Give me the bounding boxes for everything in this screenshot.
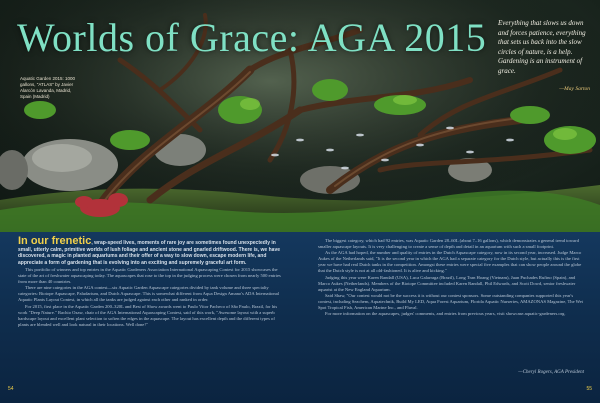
- body-paragraph: This portfolio of winners and top entries in the Aquatic Gardeners Association International Aquascaping Contest for 2015 showcases the state of the art of freshwater aquascaping today. The aquascapes that rose to the top in the judging process were chosen from nearly 500 entries from more than 40 countries.: [18, 267, 281, 285]
- body-paragraph: There are nine categories in the AGA contest—six Aquatic Garden Aquascape categories divided by tank volume and three specialty categories: Biotope Aquascape, Paludarium, and Dutch Aquascape. This is somewhat different from Aqua Design Amano's ADA International Aquatic Plants Layout Contest, in which all the tanks are judged against each other and ranked in order.: [18, 285, 280, 303]
- article-body: [0, 232, 600, 403]
- article-signoff: —Cheryl Rogers, AGA President: [518, 370, 584, 375]
- quote-attribution: —May Sarton: [559, 86, 590, 92]
- body-paragraph: Judging this year were Karen Randall (USA), Luca Galarraga (Brazil), Long Tran Hoang (Vietnam), Juan Puchades Rufino (Spain), and Marco Aukes (Netherlands). Members of the Biotope Committee included Karen Randall, Phil Edwards, and Scott Dowd, senior freshwater aquarist at the New England Aquarium.: [318, 274, 576, 292]
- body-paragraph: The biggest category, which had 92 entries, was Aquatic Garden 28–60L (about 7–16 gallons), which demonstrates a general trend toward smaller aquascape layouts. It is very challenging to create a sense of depth and detail in an aquarium with such a small footprint.: [318, 238, 579, 250]
- body-paragraph: As the AGA had hoped, the number and quality of entries in the Dutch Aquascape category, now in its second year, increased. Judge Marco Aukes of the Netherlands said, "It is the second year in which the AGA had a separate category for the Dutch style, but actually this is the first year we have had real Dutch tanks in the competition. Amongst these entries were special five examples that can show people around the globe that the Dutch style is not at all old-fashioned. It is alive and kicking.": [318, 250, 582, 274]
- left-column: [18, 235, 282, 328]
- page-number-right: 55: [586, 386, 592, 392]
- photo-caption: Aquatic Garden 2015: 1000 gallons, "ATLAS" by Javier Alarcón Lavanda, Madrid, Spain (Madrid): [20, 76, 76, 99]
- body-paragraph: For 2015, first place in the Aquatic Garden 200–320L and Best of Show awards went to Paulo Vitor Pacheco of São Paulo, Brazil, for his work "Deep Nature." Rachio Ozaw, chair of the AGA International Aquascaping Contest, said of this work, "Awesome layout with a superb hardscape layout and excellent plant selection to soften the edges in the aquascape. The layout has excellent depth and the different types of plants are blended well and look natural in their locations. Well done!": [18, 303, 278, 327]
- lead-paragraph: [18, 235, 282, 266]
- right-column: [318, 238, 584, 317]
- lead-dropcap: In our frenetic: [18, 235, 92, 247]
- page-number-left: 54: [8, 386, 14, 392]
- body-paragraph: For more information on the aquascapes, judges' comments, and entries from previous years, visit showcase.aquatic-gardeners.org.: [325, 311, 566, 317]
- body-paragraph: Said Shaw, "Our contest would not be the success it is without our contest sponsors. Some outstanding companies supported this year's contest, including Seachem, Aquatechnik, Build My LED, Aqua Forest Aquarium, Florida Aquatic Nurseries, AMAZONAS Magazine, The Wet Spot Tropical Fish, American Marine Inc., and Fluval.: [318, 292, 583, 311]
- article-title: Worlds of Grace: AGA 2015: [17, 15, 487, 60]
- lead-text: , wrap-speed lives, moments of rare joy are sometimes found unexpectedly in small, utterly calm, primitive worlds of lush foliage and ancient stone and gnarled driftwood. There is, we have discovered, a magic in planted aquariums and their offer of a way to slow down, escape modern life, and appreciate a form of gardening that is evolving into an exciting and supremely graceful art form.: [18, 240, 280, 266]
- pull-quote: Everything that slows us down and forces patience, everything that sets us back into the slow circles of nature, is a help. Gardening is an instrument of grace.: [498, 19, 586, 75]
